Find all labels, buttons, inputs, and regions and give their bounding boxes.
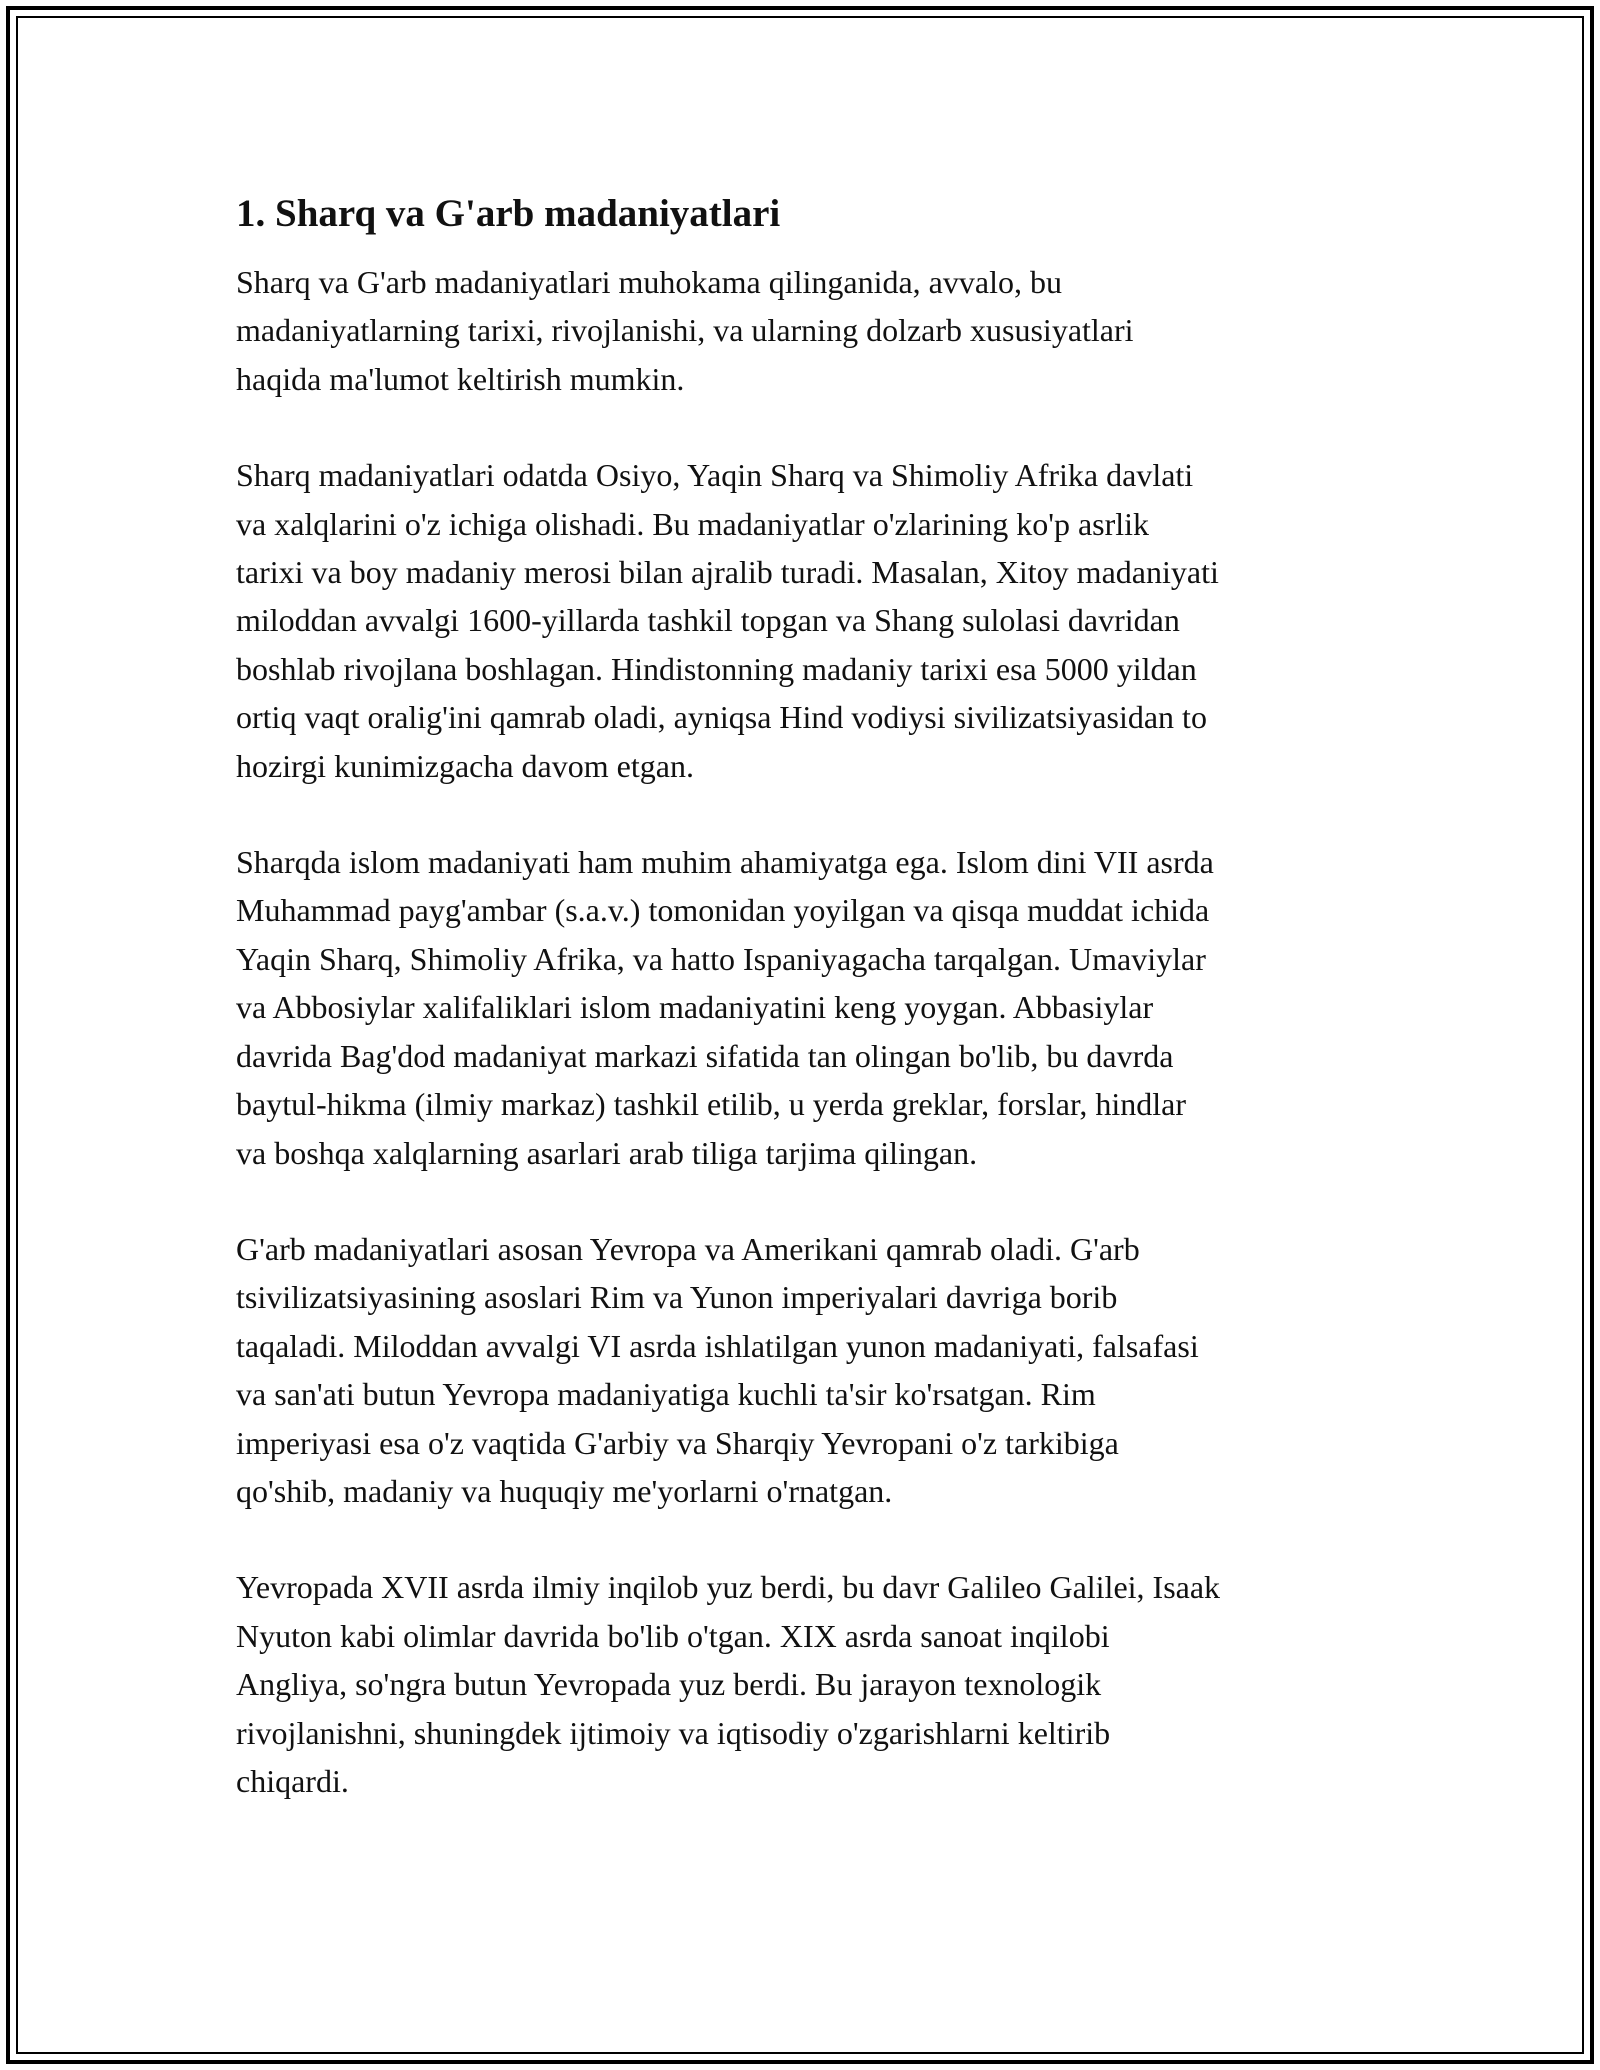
paragraph-line: baytul-hikma (ilmiy markaz) tashkil etilib, u yerda greklar, forslar, hindlar [236,1086,1187,1123]
paragraph-line: Yevropada XVII asrda ilmiy inqilob yuz berdi, bu davr Galileo Galilei, Isaak [236,1569,1221,1606]
paragraph-line: Sharq va G'arb madaniyatlari muhokama qilinganida, avvalo, bu [236,264,1062,300]
paragraph-line: va san'ati butun Yevropa madaniyatiga kuchli ta'sir ko'rsatgan. Rim [236,1376,1096,1413]
paragraph-line: Nyuton kabi olimlar davrida bo'lib o'tgan. XIX asrda sanoat inqilobi [236,1617,1110,1654]
paragraph-line: Sharq madaniyatlari odatda Osiyo, Yaqin Sharq va Shimoliy Afrika davlati [236,457,1194,494]
paragraph-line: Muhammad payg'ambar (s.a.v.) tomonidan yoyilgan va qisqa muddat ichida [236,892,1210,929]
paragraph-line: imperiyasi esa o'z vaqtida G'arbiy va Sharqiy Yevropani o'z tarkibiga [236,1424,1119,1461]
paragraph-line: va boshqa xalqlarning asarlari arab tiliga tarjima qilingan. [236,1134,978,1171]
paragraph-line: Angliya, so'ngra butun Yevropada yuz berdi. Bu jarayon texnologik [236,1666,1102,1703]
paragraph-line: G'arb madaniyatlari asosan Yevropa va Amerikani qamrab oladi. G'arb [236,1230,1140,1267]
paragraph-line: taqaladi. Miloddan avvalgi VI asrda ishlatilgan yunon madaniyati, falsafasi [236,1327,1199,1364]
paragraph-line: madaniyatlarning tarixi, rivojlanishi, va ularning dolzarb xususiyatlari [236,312,1134,349]
paragraph-line: davrida Bag'dod madaniyat markazi sifatida tan olingan bo'lib, bu davrda [236,1037,1174,1074]
paragraph-line: hozirgi kunimizgacha davom etgan. [236,747,694,784]
document-title: 1. Sharq va G'arb madaniyatlari [236,192,781,235]
paragraph-line: ortiq vaqt oralig'ini qamrab oladi, ayniqsa Hind vodiysi sivilizatsiyasidan to [236,699,1207,736]
paragraph-line: boshlab rivojlana boshlagan. Hindistonning madaniy tarixi esa 5000 yildan [236,650,1197,687]
paragraph [236,1225,1386,1515]
paragraph-line: va Abbosiylar xalifaliklari islom madaniyatini keng yoygan. Abbasiylar [236,989,1154,1026]
document-body [236,186,1386,1853]
paragraph [236,838,1386,1177]
paragraph [236,258,1386,403]
paragraph-line: miloddan avvalgi 1600-yillarda tashkil topgan va Shang sulolasi davridan [236,602,1180,639]
paragraph-line: rivojlanishni, shuningdek ijtimoiy va iqtisodiy o'zgarishlarni keltirib [236,1714,1111,1751]
paragraph-line: Sharqda islom madaniyati ham muhim ahamiyatga ega. Islom dini VII asrda [236,844,1214,881]
paragraph [236,1563,1386,1805]
paragraph-line: tarixi va boy madaniy merosi bilan ajralib turadi. Masalan, Xitoy madaniyati [236,554,1219,591]
paragraph-line: qo'shib, madaniy va huquqiy me'yorlarni o'rnatgan. [236,1472,893,1509]
paragraph-line: tsivilizatsiyasining asoslari Rim va Yunon imperiyalari davriga borib [236,1279,1118,1316]
paragraph-line: haqida ma'lumot keltirish mumkin. [236,360,685,397]
paragraph-line: chiqardi. [236,1762,349,1799]
paragraph-line: Yaqin Sharq, Shimoliy Afrika, va hatto Ispaniyagacha tarqalgan. Umaviylar [236,940,1206,977]
paragraph-line: va xalqlarini o'z ichiga olishadi. Bu madaniyatlar o'zlarining ko'p asrlik [236,505,1150,542]
paragraph [236,451,1386,790]
